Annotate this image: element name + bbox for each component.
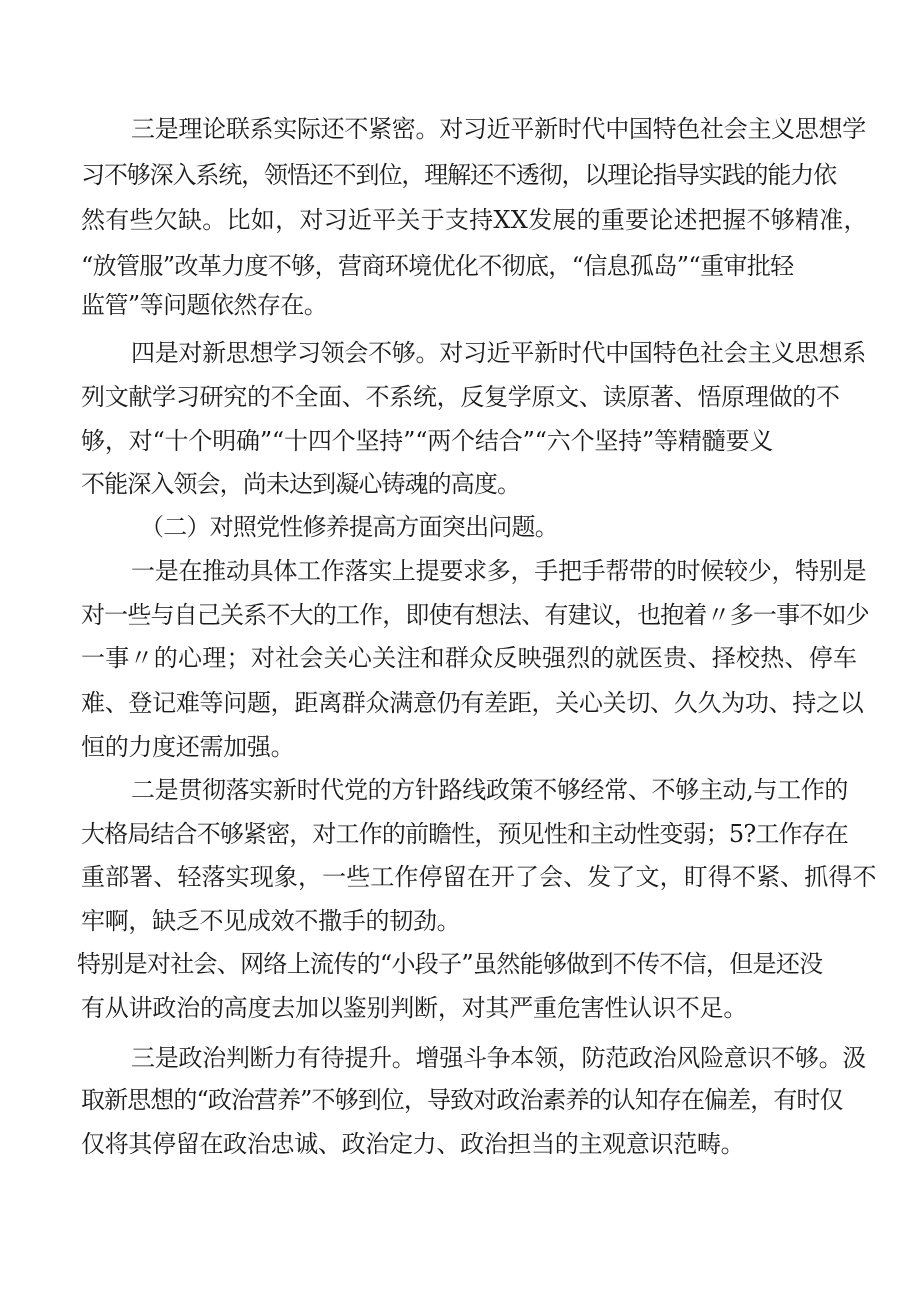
text-line: 仅将其停留在政治忠诚、政治定力、政治担当的主观意识范畴。 (81, 1130, 745, 1158)
text-line: 三是理论联系实际还不紧密。对习近平新时代中国特色社会主义思想学 (131, 115, 867, 143)
text-line: 重部署、轻落实现象，一些工作停留在开了会、发了文，盯得不紧、抓得不 (81, 863, 877, 891)
text-line: 三是政治判断力有待提升。增强斗争本领，防范政治风险意识不够。汲 (131, 1044, 867, 1072)
text-line: 难、登记难等问题，距离群众满意仍有差距，关心关切、久久为功、持之以 (81, 689, 864, 717)
text-line: “放管服”改革力度不够，营商环境优化不彻底，“信息孤岛”“重审批轻 (81, 252, 794, 280)
text-line: 监管”等问题依然存在。 (81, 291, 328, 319)
text-line: 够，对“十个明确”“十四个坚持”“两个结合”“六个坚持”等精髓要义 (81, 427, 774, 455)
text-line: 特别是对社会、网络上流传的“小段子”虽然能够做到不传不信，但是还没 (77, 950, 823, 978)
text-line: 四是对新思想学习领会不够。对习近平新时代中国特色社会主义思想系 (131, 339, 867, 367)
text-line: 取新思想的“政治营养”不够到位，导致对政治素养的认知存在偏差，有时仅 (81, 1086, 843, 1114)
text-line: 牢啊，缺乏不见成效不撒手的韧劲。 (81, 907, 461, 935)
text-line: 一是在推动具体工作落实上提要求多，手把手帮带的时候较少，特别是 (131, 557, 867, 585)
section-heading-text: （二）对照党性修养提高方面突出问题。 (140, 513, 558, 541)
text-line: 不能深入领会，尚未达到凝心铸魂的高度。 (81, 470, 521, 498)
text-line: 恒的力度还需加强。 (81, 733, 295, 761)
text-line: 习不够深入系统，领悟还不到位，理解还不透彻，以理论指导实践的能力依 (81, 161, 837, 189)
text-line: 大格局结合不够紧密，对工作的前瞻性，预见性和主动性变弱；5?工作存在 (81, 820, 848, 848)
text-line: 一事〃的心理；对社会关心关注和群众反映强烈的就医贵、择校热、停车 (81, 644, 858, 672)
text-line: 对一些与自己关系不大的工作，即使有想法、有建议，也抱着〃多一事不如少 (81, 601, 869, 629)
text-line: 然有些欠缺。比如，对习近平关于支持XX发展的重要论述把握不够精准， (81, 206, 868, 234)
text-line: 二是贯彻落实新时代党的方针路线政策不够经常、不够主动,与工作的 (131, 776, 849, 804)
text-line: 列文献学习研究的不全面、不系统，反复学原文、读原著、悟原理做的不 (81, 383, 840, 411)
text-line: 有从讲政治的高度去加以鉴别判断，对其严重危害性认识不足。 (81, 994, 748, 1022)
